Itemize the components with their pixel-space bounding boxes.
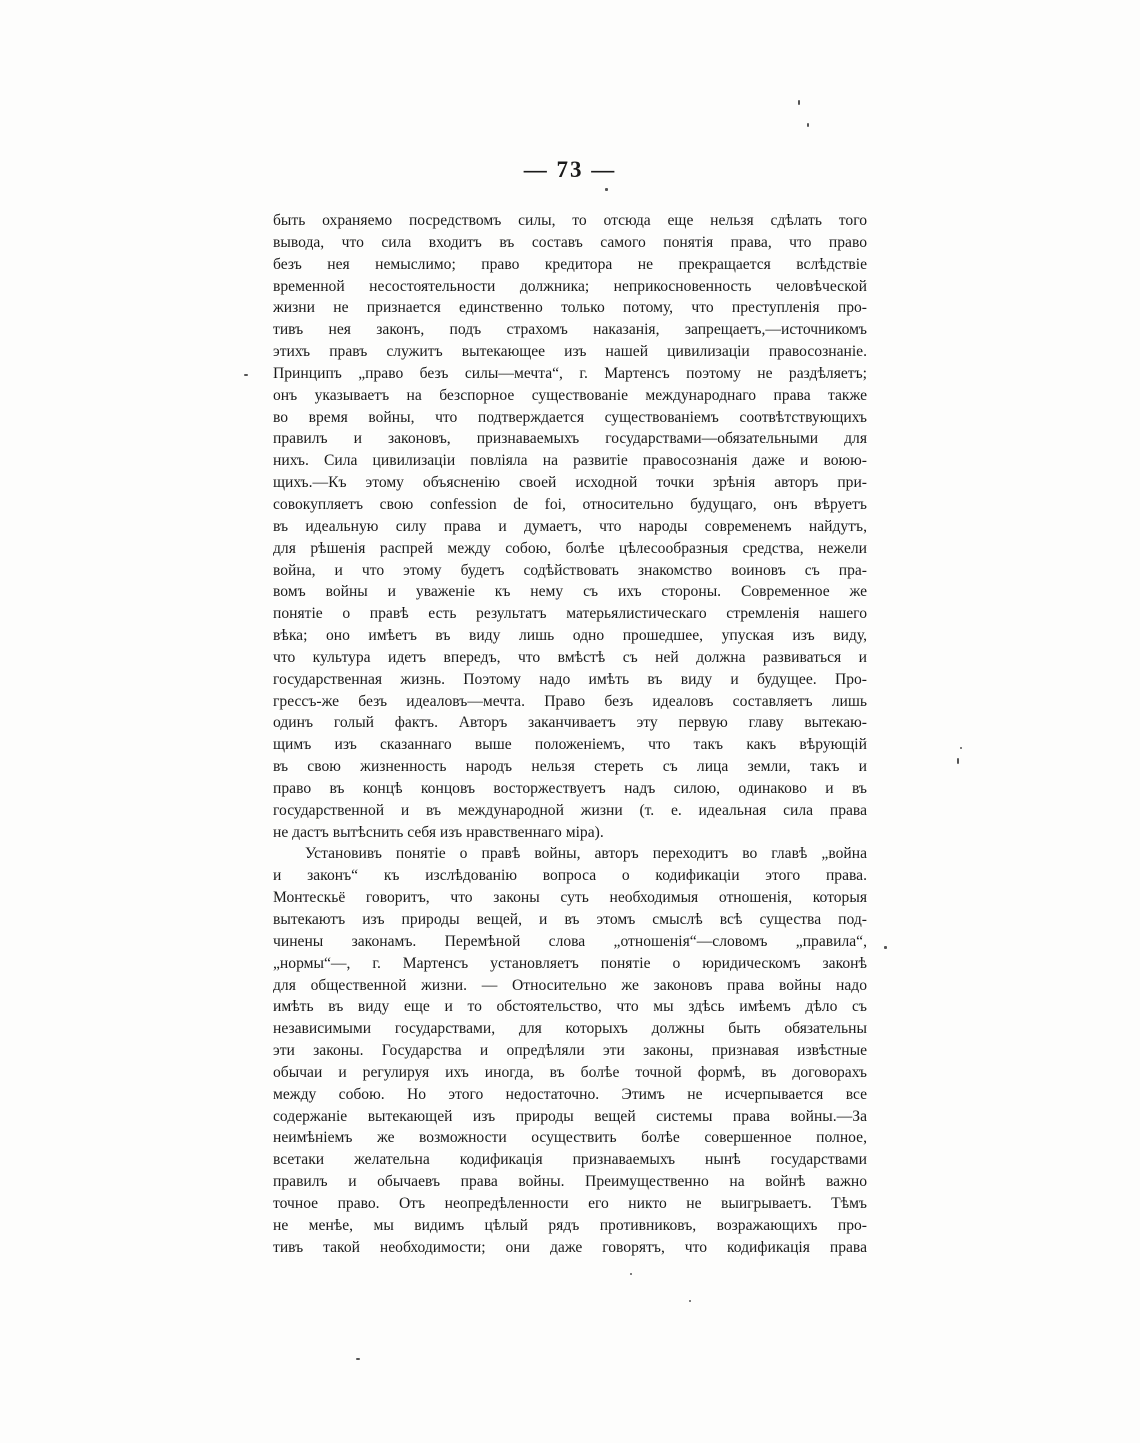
text-line: всетаки желательна кодификація признаваемыхъ нынѣ государствами (273, 1151, 867, 1169)
text-line: государственная жизнь. Поэтому надо имѣть въ виду и будущее. Про- (273, 670, 867, 688)
text-line: между собою. Но этого недостаточно. Этимъ не исчерпывается все (273, 1085, 867, 1103)
text-line: понятіе о правѣ есть результатъ матерьялистическаго стремленія нашего (273, 605, 867, 623)
text-line: правилъ и обычаевъ права войны. Преимущественно на войнѣ важно (273, 1173, 867, 1191)
scan-speck (244, 374, 248, 376)
scan-speck (689, 1300, 691, 1302)
text-line: точное право. Отъ неопредѣленности его никто не выигрываетъ. Тѣмъ (273, 1194, 867, 1212)
text-line: временной несостоятельности должника; неприкосновенность человѣческой (273, 277, 867, 295)
scan-speck (356, 1358, 360, 1360)
scan-speck (957, 758, 959, 764)
text-line: безъ нея немыслимо; право кредитора не прекращается вслѣдствіе (273, 255, 867, 273)
scan-speck (798, 100, 800, 105)
paragraph-1 (273, 210, 867, 843)
text-line: Монтескьё говоритъ, что законы суть необходимыя отношенія, которыя (273, 889, 867, 907)
text-line: „нормы“—, г. Мартенсъ установляетъ понятіе о юридическомъ законѣ (273, 954, 867, 972)
text-line: щимъ изъ сказаннаго выше положеніемъ, что такъ какъ вѣрующій (273, 736, 867, 754)
text-line: во время войны, что подтверждается существованіемъ соотвѣтствующихъ (273, 408, 867, 426)
text-line: вѣка; оно имѣетъ въ виду лишь одно прошедшее, упуская изъ виду, (273, 627, 867, 645)
text-line: въ идеальную силу права и думаетъ, что народы современемъ найдутъ, (273, 517, 867, 535)
text-line: право въ концѣ концовъ восторжествуетъ надъ силою, одинаково и въ (273, 779, 867, 797)
text-line: обычаи и регулируя ихъ иногда, въ болѣе точной формѣ, въ договорахъ (273, 1063, 867, 1081)
text-line: жизни не признается единственно только потому, что преступленія про- (273, 299, 867, 317)
text-line: и законъ“ къ изслѣдованію вопроса о кодификаціи этого права. (273, 867, 867, 885)
text-line: этихъ правъ служитъ вытекающее изъ нашей цивилизаціи правосознаніе. (273, 343, 867, 361)
text-line: нихъ. Сила цивилизаціи повліяла на развитіе правосознанія даже и воюю- (273, 452, 867, 470)
text-line: правилъ и законовъ, признаваемыхъ государствами—обязательными для (273, 430, 867, 448)
text-line: независимыми государствами, для которыхъ должны быть обязательны (273, 1020, 867, 1038)
text-line: что культура идетъ впередъ, что вмѣстѣ съ ней должна развиваться и (273, 648, 867, 666)
text-line: для общественной жизни. — Относительно же законовъ права войны надо (273, 976, 867, 994)
text-line: тивъ нея законъ, подъ страхомъ наказанія, запрещаетъ,—источникомъ (273, 321, 867, 339)
body-text (273, 210, 867, 1259)
text-line: эти законы. Государства и опредѣляли эти законы, признавая извѣстные (273, 1042, 867, 1060)
text-line: вывода, что сила входитъ въ составъ самого понятія права, что право (273, 233, 867, 251)
text-line: для рѣшенія распрей между собою, болѣе цѣлесообразныя средства, нежели (273, 539, 867, 557)
text-line: имѣть въ виду еще и то обстоятельство, что мы здѣсь имѣемъ дѣло съ (273, 998, 867, 1016)
scan-speck (884, 946, 887, 949)
page-number: — 73 — (523, 157, 617, 182)
text-line: тивъ такой необходимости; они даже говорятъ, что кодификація права (273, 1238, 867, 1256)
text-line: не дастъ вытѣснить себя изъ нравственнаго міра). (273, 823, 604, 841)
text-line: онъ указываетъ на безспорное существованіе международнаго права также (273, 386, 867, 404)
text-line: не менѣе, мы видимъ цѣлый рядъ противниковъ, возражающихъ про- (273, 1216, 867, 1234)
text-line: быть охраняемо посредствомъ силы, то отсюда еще нельзя сдѣлать того (273, 212, 867, 229)
text-line: война, и что этому будетъ содѣйствовать знакомство воиновъ съ пра- (273, 561, 867, 579)
scan-speck (630, 1273, 632, 1275)
scan-speck (960, 747, 962, 749)
text-line: содержаніе вытекающей изъ природы вещей системы права войны.—За (273, 1107, 867, 1125)
text-line: совокупляетъ свою confession de foi, относительно будущаго, онъ вѣруетъ (273, 495, 867, 513)
text-line: въ свою жизненность народъ нельзя стереть съ лица земли, такъ и (273, 758, 867, 776)
text-line: вытекаютъ изъ природы вещей, и въ этомъ смыслѣ всѣ существа под- (273, 911, 867, 928)
text-line: Принципъ „право безъ силы—мечта“, г. Мартенсъ поэтому не раздѣляетъ; (273, 364, 867, 382)
text-line: грессъ-же безъ идеаловъ—мечта. Право безъ идеаловъ составляетъ лишь (273, 692, 867, 710)
text-line: вомъ войны и уваженіе къ нему съ ихъ стороны. Современное же (273, 583, 867, 601)
text-line: чинены законамъ. Перемѣной слова „отношенія“—словомъ „правила“, (273, 932, 867, 950)
scan-speck (807, 123, 809, 127)
text-line: щихъ.—Къ этому объясненію своей исходной точки зрѣнія авторъ при- (273, 474, 867, 492)
text-line: одинъ голый фактъ. Авторъ заканчиваетъ эту первую главу вытекаю- (273, 714, 867, 732)
paragraph-2 (273, 843, 867, 1258)
text-line: неимѣніемъ же возможности осуществить болѣе совершенное полное, (273, 1129, 867, 1147)
text-line: Установивъ понятіе о правѣ войны, авторъ переходитъ во главѣ „война (305, 845, 867, 863)
scan-speck (605, 188, 608, 191)
text-line: государственной и въ международной жизни (т. е. идеальная сила права (273, 801, 867, 819)
